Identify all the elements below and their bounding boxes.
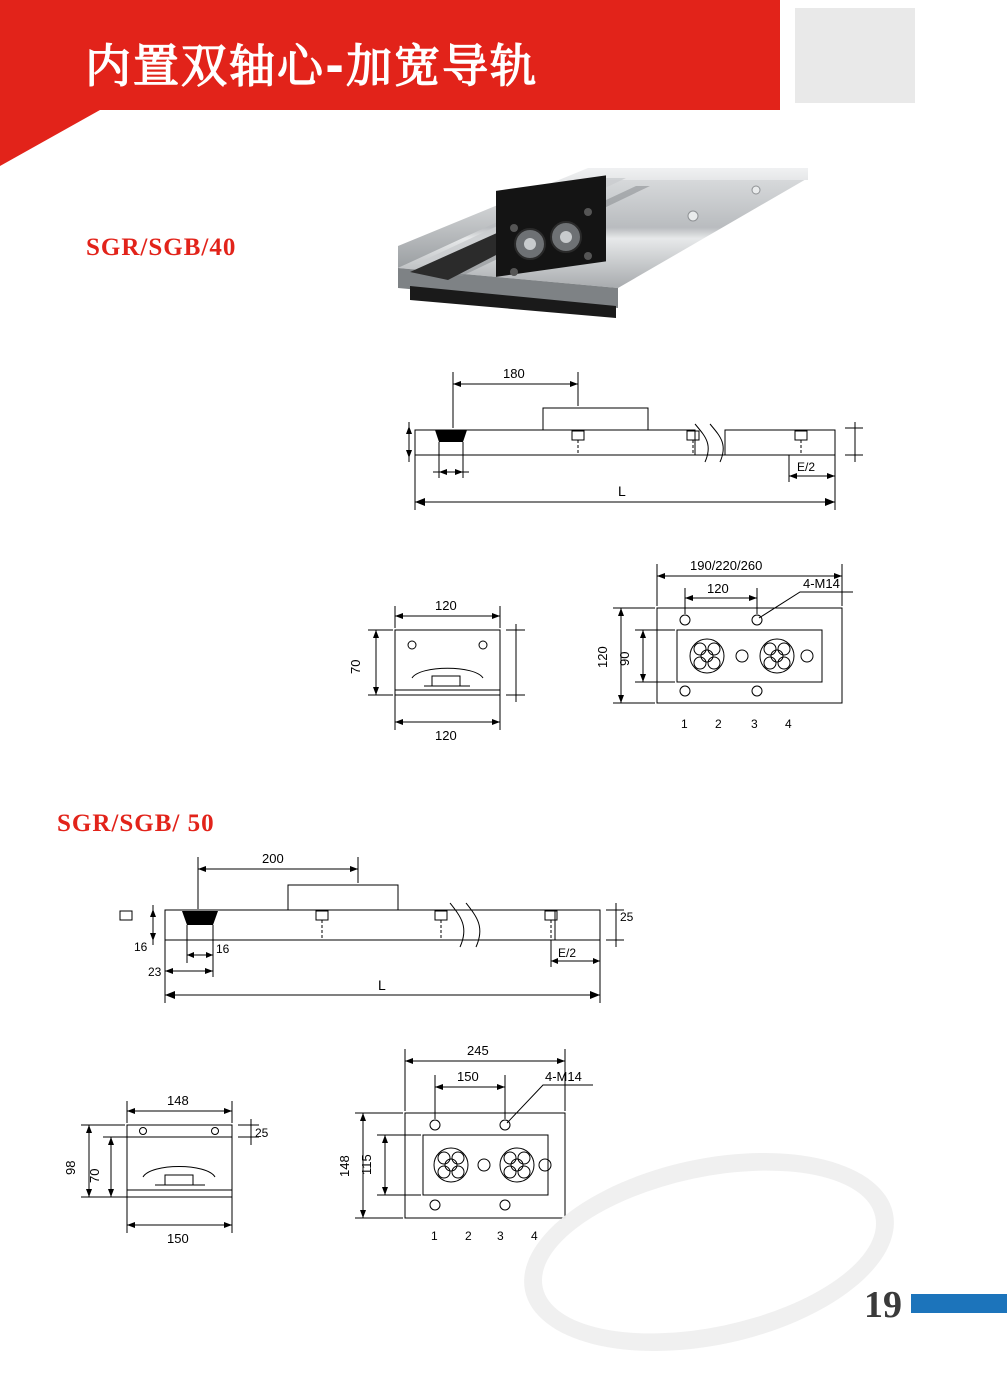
product-photo-sgr40 — [388, 168, 808, 313]
svg-text:16: 16 — [216, 942, 230, 956]
drawing-sgr40-side-view — [405, 350, 875, 525]
svg-text:200: 200 — [262, 851, 284, 866]
svg-text:150: 150 — [457, 1069, 479, 1084]
svg-text:180: 180 — [503, 366, 525, 381]
page-title: 内置双轴心-加宽导轨 — [85, 39, 539, 93]
svg-text:2: 2 — [465, 1229, 472, 1243]
svg-text:3: 3 — [497, 1229, 504, 1243]
drawing-sgr50-front-view — [55, 1085, 285, 1255]
section-title-sgr40: SGR/SGB/40 — [86, 234, 237, 261]
svg-text:245: 245 — [467, 1043, 489, 1058]
svg-text:120: 120 — [435, 728, 457, 743]
svg-text:4-M14: 4-M14 — [803, 576, 840, 591]
svg-text:4-M14: 4-M14 — [545, 1069, 582, 1084]
svg-text:4: 4 — [785, 717, 792, 731]
svg-text:120: 120 — [707, 581, 729, 596]
drawing-sgr40-plate-view — [585, 548, 905, 748]
svg-text:70: 70 — [348, 659, 363, 674]
svg-text:16: 16 — [134, 940, 148, 954]
svg-text:150: 150 — [167, 1231, 189, 1246]
svg-text:98: 98 — [63, 1160, 78, 1175]
svg-text:L: L — [378, 977, 386, 993]
svg-text:148: 148 — [167, 1093, 189, 1108]
svg-text:115: 115 — [359, 1154, 374, 1175]
svg-text:E/2: E/2 — [558, 946, 577, 960]
svg-text:3: 3 — [751, 717, 758, 731]
svg-text:190/220/260: 190/220/260 — [690, 558, 763, 573]
header-gray-block — [795, 8, 915, 103]
section-title-sgr50: SGR/SGB/ 50 — [57, 810, 215, 837]
svg-text:25: 25 — [255, 1126, 269, 1140]
svg-text:2: 2 — [715, 717, 722, 731]
svg-text:148: 148 — [337, 1155, 352, 1177]
drawing-sgr40-front-view — [320, 590, 540, 750]
dim-e-half-40: E/2 — [797, 460, 816, 474]
svg-text:25: 25 — [620, 910, 634, 924]
svg-text:70: 70 — [87, 1168, 102, 1183]
svg-text:23: 23 — [148, 965, 162, 979]
svg-text:L: L — [618, 483, 626, 499]
footer-accent-bar — [911, 1294, 1007, 1313]
svg-text:1: 1 — [681, 717, 688, 731]
page-number: 19 — [864, 1284, 902, 1326]
svg-text:4: 4 — [531, 1229, 538, 1243]
svg-text:120: 120 — [435, 598, 457, 613]
svg-text:1: 1 — [431, 1229, 438, 1243]
svg-text:120: 120 — [595, 646, 610, 668]
drawing-sgr50-side-view — [120, 845, 640, 1015]
svg-text:90: 90 — [617, 651, 632, 666]
